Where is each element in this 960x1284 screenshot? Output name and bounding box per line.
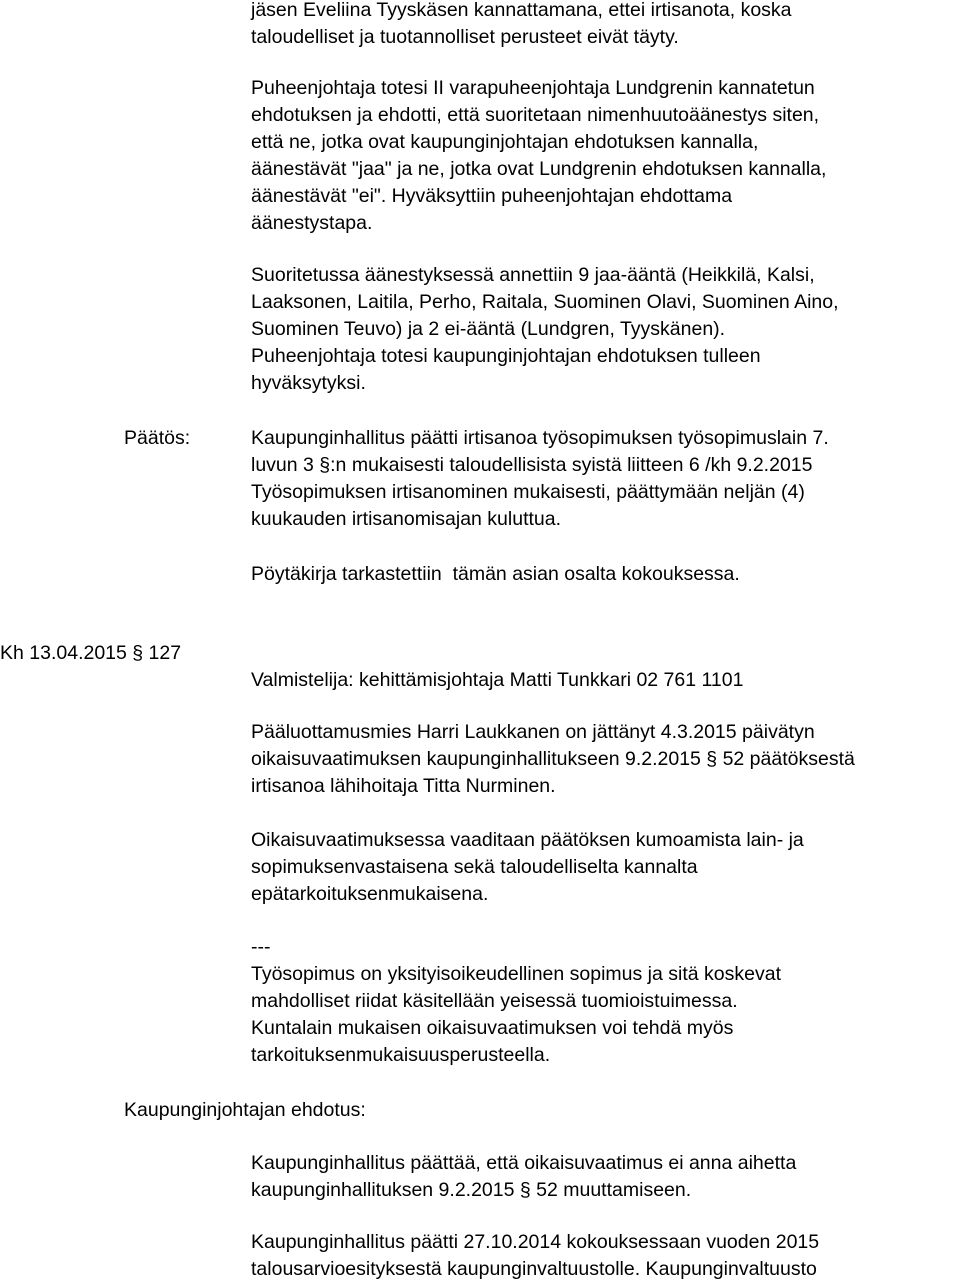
body-text-line: äänestystapa. <box>251 212 373 234</box>
body-text-line: kaupunginhallituksen 9.2.2015 § 52 muuttamiseen. <box>251 1179 692 1201</box>
body-text-line: Suoritetussa äänestyksessä annettiin 9 jaa-ääntä (Heikkilä, Kalsi, <box>251 264 815 286</box>
body-text-line: Suominen Teuvo) ja 2 ei-ääntä (Lundgren, Tyyskänen). <box>251 318 726 340</box>
body-text-line: Kaupunginhallitus päättää, että oikaisuvaatimus ei anna aihetta <box>251 1152 797 1174</box>
body-text-line: Kaupunginhallitus päätti irtisanoa työsopimuksen työsopimuslain 7. <box>251 427 829 449</box>
body-text-line: luvun 3 §:n mukaisesti taloudellisista syistä liitteen 6 /kh 9.2.2015 <box>251 454 813 476</box>
body-text-line: irtisanoa lähihoitaja Titta Nurminen. <box>251 775 556 797</box>
body-text-line: kuukauden irtisanomisajan kuluttua. <box>251 508 562 530</box>
body-text-line: Puheenjohtaja totesi kaupunginjohtajan ehdotuksen tulleen <box>251 345 761 367</box>
body-text-line: Työsopimus on yksityisoikeudellinen sopimus ja sitä koskevat <box>251 963 781 985</box>
body-text-line: äänestävät "ei". Hyväksyttiin puheenjohtajan ehdottama <box>251 185 733 207</box>
body-text-line: mahdolliset riidat käsitellään yeisessä tuomioistuimessa. <box>251 990 738 1012</box>
body-text-line: Puheenjohtaja totesi II varapuheenjohtaja Lundgrenin kannatetun <box>251 77 815 99</box>
proposal-label: Kaupunginjohtajan ehdotus: <box>124 1099 366 1121</box>
body-text-line: Työsopimuksen irtisanominen mukaisesti, päättymään neljän (4) <box>251 481 805 503</box>
decision-label: Päätös: <box>124 427 191 449</box>
body-text-line: hyväksytyksi. <box>251 372 366 394</box>
body-text-line: jäsen Eveliina Tyyskäsen kannattamana, ettei irtisanota, koska <box>251 0 792 21</box>
minutes-note: Pöytäkirja tarkastettiin tämän asian osalta kokouksessa. <box>251 563 740 585</box>
body-text-line: Pääluottamusmies Harri Laukkanen on jättänyt 4.3.2015 päivätyn <box>251 721 815 743</box>
body-text-line: sopimuksenvastaisena sekä taloudelliselta kannalta <box>251 856 698 878</box>
body-text-line: Kuntalain mukaisen oikaisuvaatimuksen voi tehdä myös <box>251 1017 734 1039</box>
body-text-line: ehdotuksen ja ehdotti, että suoritetaan nimenhuutoäänestys siten, <box>251 104 820 126</box>
body-text-line: talousarvioesityksestä kaupunginvaltuustolle. Kaupunginvaltuusto <box>251 1258 817 1280</box>
body-text-line: äänestävät "jaa" ja ne, jotka ovat Lundgrenin ehdotuksen kannalla, <box>251 158 827 180</box>
body-text-line: Laaksonen, Laitila, Perho, Raitala, Suominen Olavi, Suominen Aino, <box>251 291 839 313</box>
body-text-line: oikaisuvaatimuksen kaupunginhallitukseen 9.2.2015 § 52 päätöksestä <box>251 748 855 770</box>
body-text-line: että ne, jotka ovat kaupunginjohtajan ehdotuksen kannalla, <box>251 131 759 153</box>
meeting-reference: Kh 13.04.2015 § 127 <box>0 642 182 664</box>
separator: --- <box>251 936 271 958</box>
body-text-line: Oikaisuvaatimuksessa vaaditaan päätöksen kumoamista lain- ja <box>251 829 804 851</box>
body-text-line: taloudelliset ja tuotannolliset perusteet eivät täyty. <box>251 26 679 48</box>
preparer-line: Valmistelija: kehittämisjohtaja Matti Tunkkari 02 761 1101 <box>251 669 744 691</box>
body-text-line: Kaupunginhallitus päätti 27.10.2014 kokouksessaan vuoden 2015 <box>251 1231 820 1253</box>
body-text-line: epätarkoituksenmukaisena. <box>251 883 489 905</box>
body-text-line: tarkoituksenmukaisuusperusteella. <box>251 1044 551 1066</box>
